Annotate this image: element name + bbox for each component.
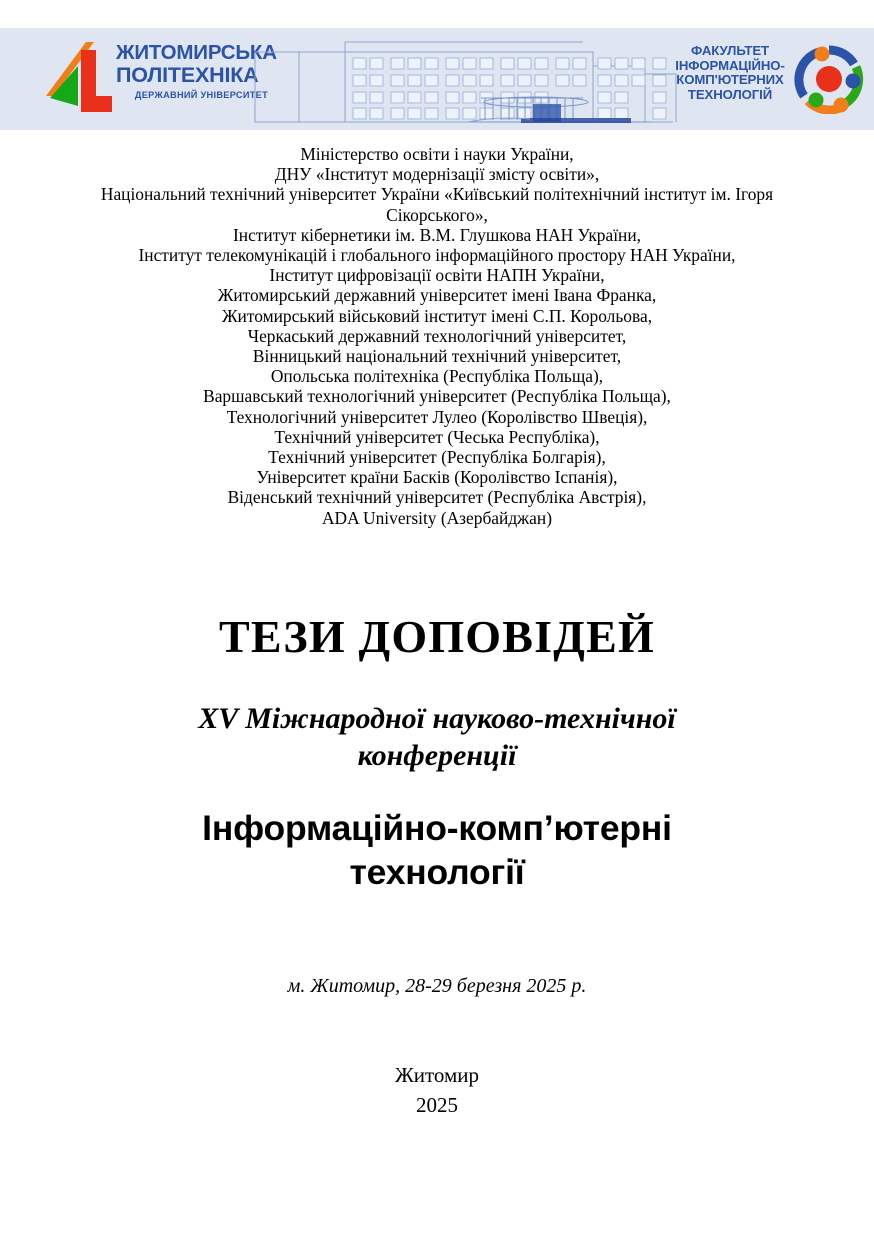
conference-subtitle [105,700,769,774]
organizer-item: Національний технічний університет України «Київський політехнічний інститут ім. Ігоря Сікорського», [100,184,774,225]
organizer-item: Технічний університет (Республіка Болгарія), [268,447,606,468]
organizer-item: Вінницький національний технічний університет, [252,346,622,367]
university-logo [38,36,277,124]
imprint [0,1060,874,1120]
organizer-item: Черкаський державний технологічний університет, [247,325,627,346]
faculty-logo [666,34,866,124]
university-building-illustration [253,30,678,130]
organizer-item: Інститут цифровізації освіти НАПН України, [269,265,605,286]
organizer-item: Університет країни Басків (Королівство Іспанія), [256,467,618,488]
organizer-item: Міністерство освіти і науки України, [300,144,574,164]
university-name-line1: ЖИТОМИРСЬКА [116,41,277,64]
organizer-item: Технологічний університет Лулео (Королівство Швеція), [226,406,648,427]
organizer-item: Житомирський військовий інститут імені С.П. Корольова, [221,305,653,326]
faculty-line-4: ТЕХНОЛОГІЙ [687,86,773,102]
organizer-item: Інститут кібернетики ім. В.М. Глушкова НАН України, [232,224,641,245]
organizer-item: Опольська політехніка (Республіка Польща), [270,366,604,387]
conference-name-line1: Інформаційно-комп’ютерні [202,808,672,848]
faculty-line-3: КОМП'ЮТЕРНИХ [676,72,784,88]
imprint-city: Житомир [394,1063,480,1087]
university-logo-text [116,41,277,100]
organizer-item: Варшавський технологічний університет (Республіка Польща), [203,386,671,407]
organizer-item: Житомирський державний університет імені Івана Франка, [217,285,657,306]
organizer-item: ADA University (Азербайджан) [321,507,553,528]
conference-name-line2: технології [349,852,525,892]
imprint-year: 2025 [416,1093,458,1117]
organizer-item: Інститут телекомунікацій і глобального інформаційного простору НАН України, [138,245,736,266]
organizer-item: ДНУ «Інститут модернізації змісту освіти», [274,164,600,185]
university-name-line2: ПОЛІТЕХНІКА [116,62,259,87]
organizer-item: Віденський технічний університет (Республіка Австрія), [227,487,647,508]
faculty-logo-text [666,44,794,102]
conference-subtitle-line1: XV Міжнародної науково-технічної [198,702,676,735]
organizer-list [62,144,812,528]
page-title: ТЕЗИ ДОПОВІДЕЙ [219,611,655,662]
conference-name [90,806,784,894]
header-banner [0,28,874,130]
conference-subtitle-line2: конференції [357,739,517,772]
organizer-item: Технічний університет (Чеська Республіка), [274,426,600,447]
zhytomyr-polytechnic-mark-icon [38,40,116,120]
event-place-date: м. Житомир, 28-29 березня 2025 р. [287,975,587,997]
faculty-line-1: ФАКУЛЬТЕТ [691,43,769,58]
university-subtitle: ДЕРЖАВНИЙ УНІВЕРСИТЕТ [134,89,268,100]
faculty-line-2: ІНФОРМАЦІЙНО- [675,57,785,73]
faculty-emblem-icon [794,44,864,114]
